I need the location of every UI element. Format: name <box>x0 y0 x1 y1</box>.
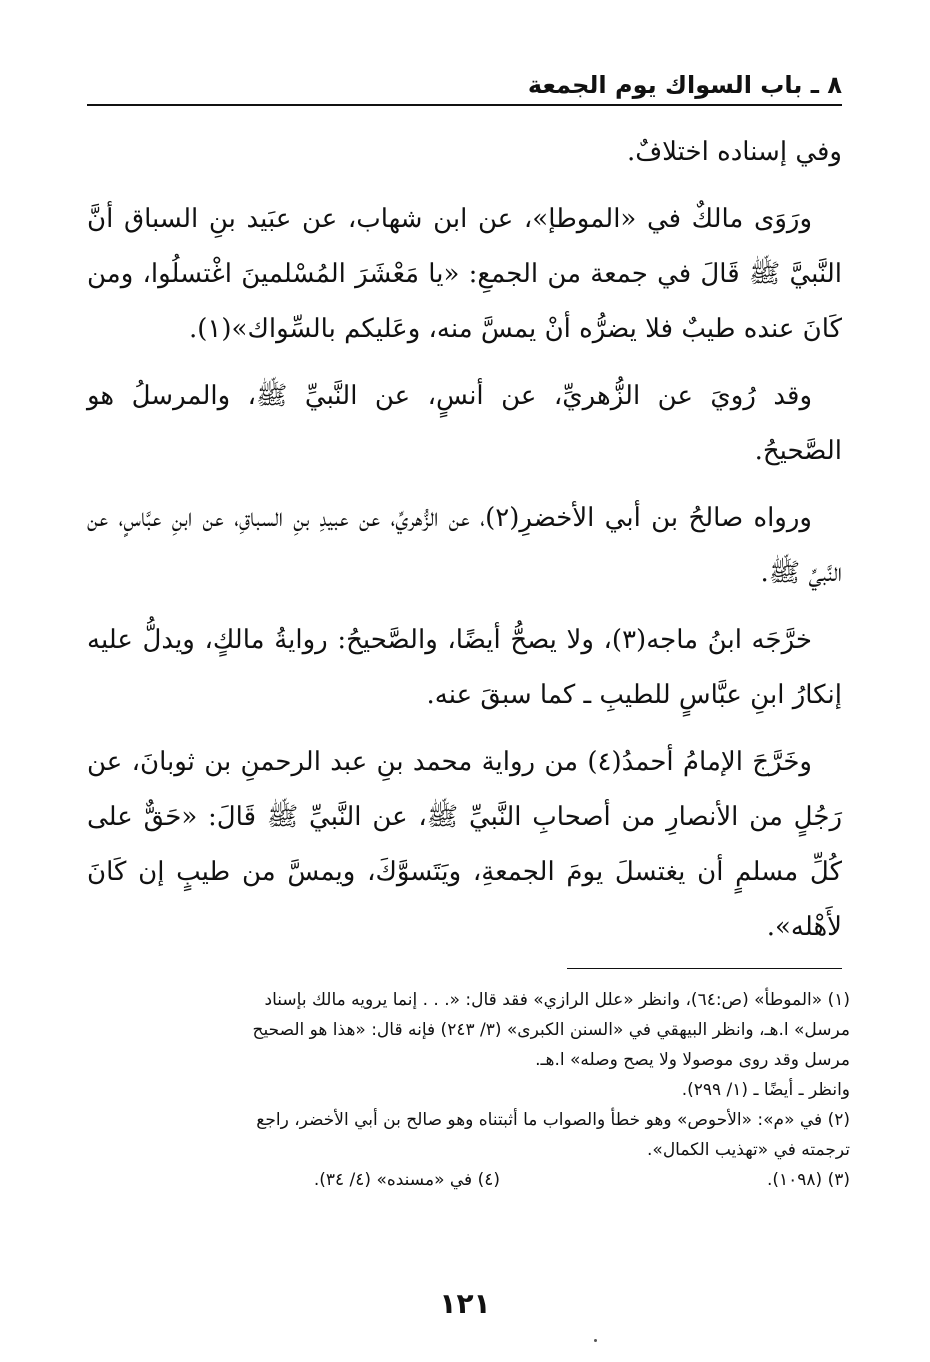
footnote-1-line-2: مرسل» ا.هـ، وانظر البيهقي في «السنن الكبرى» (٣/ ٢٤٣) فإنه قال: «هذا هو الصحيح <box>252 1020 850 1040</box>
footnote-4: (٤) في «مسنده» (٤/ ٣٤). <box>313 1170 500 1190</box>
main-text <box>87 125 842 967</box>
footnote-1-line-4: وانظر ـ أيضًا ـ (١/ ٢٩٩). <box>681 1080 850 1100</box>
paragraph-3: وقد رُويَ عن الزُّهريِّ، عن أنسٍ، عن النَّبيِّ ﷺ، والمرسلُ هو الصَّحيحُ. <box>87 381 842 466</box>
header-divider <box>87 104 842 106</box>
footnote-row-3-4 <box>85 1165 850 1195</box>
paragraph-6: وخَرَّجَ الإمامُ أحمدُ(٤) من رواية محمد بنِ عبد الرحمنِ بن ثوبانَ، عن رَجُلٍ من الأنصارِ من أصحابِ النَّبيِّ ﷺ، عن النَّبيِّ ﷺ قَالَ: «حَقٌّ على كُلِّ مسلمٍ أن يغتسلَ يومَ الجمعةِ، ويَتَسوَّكَ، ويمسَّ من طيبٍ إن كَانَ لأَهْله». <box>87 747 842 942</box>
footnotes <box>85 985 850 1195</box>
paragraph-5: خرَّجَه ابنُ ماجه(٣)، ولا يصحُّ أيضًا، والصَّحيحُ: روايةُ مالكٍ، ويدلُّ عليه إنكارُ ابنِ عبَّاسٍ للطيبِ ـ كما سبقَ عنه. <box>87 625 842 710</box>
footnote-divider <box>567 968 842 969</box>
chapter-header: ٨ ـ باب السواك يوم الجمعة <box>527 71 842 99</box>
footnote-3: (٣) (١٠٩٨). <box>766 1170 850 1190</box>
paragraph-4: ورواه صالحُ بن أبي الأخضرِ(٢)، عن الزُّهريِّ، عن عبيدِ بنِ السباقِ، عن ابنِ عبَّاسٍ، عن النَّبيِّ ﷺ. <box>87 503 842 588</box>
footnote-2-line-1: (٢) في «م»: «الأحوص» وهو خطأ والصواب ما أثبتناه وهو صالح بن أبي الأخضر، راجع <box>256 1110 850 1130</box>
paragraph-2: ورَوَى مالكٌ في «الموطإ»، عن ابن شهاب، عن عبَيد بنِ السباق أنَّ النَّبيَّ ﷺ قَالَ في جمعة من الجمعِ: «يا مَعْشَرَ المُسْلمينَ اغْتسلُوا، ومن كَانَ عنده طيبٌ فلا يضرُّه أنْ يمسَّ منه، وعَليكم بالسِّواك»(١). <box>87 204 842 344</box>
page-number: ١٢١ <box>439 1287 491 1320</box>
footnote-1-line-1: (١) «الموطأ» (ص:٦٤)، وانظر «علل الرازي» فقد قال: «. . . إنما يرويه مالك بإسناد <box>264 990 850 1010</box>
footnote-1-line-3: مرسل وقد روى موصولا ولا يصح وصله» ا.هـ. <box>535 1050 850 1070</box>
footnote-2-line-2: ترجمته في «تهذيب الكمال». <box>647 1140 850 1160</box>
scan-speck <box>594 1339 597 1342</box>
paragraph-1: وفي إسناده اختلافٌ. <box>626 137 842 167</box>
